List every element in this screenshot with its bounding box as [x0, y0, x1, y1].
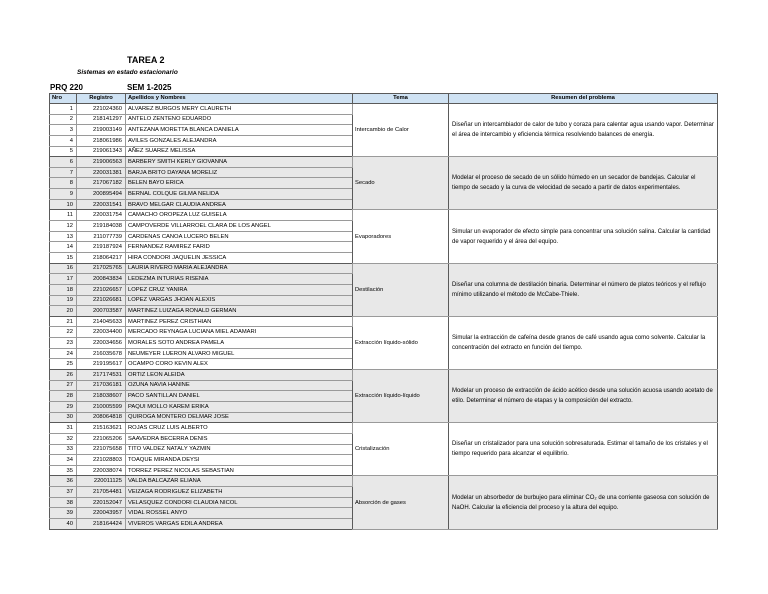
cell-nombre: TITO VALDEZ NATALY YAZMIN: [126, 444, 353, 455]
cell-nro: 2: [50, 114, 77, 125]
cell-nro: 25: [50, 359, 77, 370]
cell-nro: 18: [50, 284, 77, 295]
cell-registro: 219187924: [77, 242, 126, 253]
cell-nombre: CAMPOVERDE VILLARROEL CLARA DE LOS ANGEL: [126, 221, 353, 232]
cell-nro: 38: [50, 497, 77, 508]
cell-nombre: CAMACHO OROPEZA LUZ GUISELA: [126, 210, 353, 221]
cell-nro: 7: [50, 167, 77, 178]
cell-nro: 39: [50, 508, 77, 519]
cell-nombre: LOPEZ VARGAS JHOAN ALEXIS: [126, 295, 353, 306]
page-title: TAREA 2: [127, 55, 165, 65]
cell-registro: 220034400: [77, 327, 126, 338]
cell-nro: 28: [50, 391, 77, 402]
cell-nro: 17: [50, 274, 77, 285]
cell-nombre: ANTELO ZENTENO EDUARDO: [126, 114, 353, 125]
cell-nro: 3: [50, 125, 77, 136]
cell-nro: 33: [50, 444, 77, 455]
cell-registro: 220031754: [77, 210, 126, 221]
cell-nro: 20: [50, 306, 77, 317]
cell-nro: 8: [50, 178, 77, 189]
cell-nro: 12: [50, 221, 77, 232]
cell-registro: 200703587: [77, 306, 126, 317]
cell-registro: 218038607: [77, 391, 126, 402]
cell-nombre: VIDAL ROSSEL ANYO: [126, 508, 353, 519]
cell-tema: Evaporadores: [353, 210, 449, 263]
cell-nombre: MORALES SOTO ANDREA PAMELA: [126, 338, 353, 349]
cell-registro: 218061986: [77, 135, 126, 146]
cell-registro: 217054481: [77, 487, 126, 498]
assignment-table: [49, 93, 718, 530]
cell-nombre: QUIROGA MONTERO DELMAR JOSE: [126, 412, 353, 423]
cell-nro: 4: [50, 135, 77, 146]
cell-registro: 216035678: [77, 348, 126, 359]
cell-registro: 221065206: [77, 433, 126, 444]
cell-tema: Extracción líquido-líquido: [353, 370, 449, 423]
cell-resumen: Diseñar una columna de destilación binaria. Determinar el número de platos teóricos y el reflujo mínimo utilizando el método de McCabe-Thiele.: [449, 263, 718, 316]
table-header-row: [50, 94, 718, 104]
table-row: [50, 476, 718, 487]
cell-registro: 219006563: [77, 157, 126, 168]
cell-nombre: OCAMPO CORO KEVIN ALEX: [126, 359, 353, 370]
cell-registro: 200843834: [77, 274, 126, 285]
cell-registro: 215163621: [77, 423, 126, 434]
cell-nombre: MERCADO REYNAGA LUCIANA MIEL ADAMARI: [126, 327, 353, 338]
cell-registro: 220011125: [77, 476, 126, 487]
cell-nombre: LAURIA RIVERO MARIA ALEJANDRA: [126, 263, 353, 274]
cell-nro: 19: [50, 295, 77, 306]
cell-nombre: TORREZ PEREZ NICOLAS SEBASTIAN: [126, 465, 353, 476]
cell-nombre: NEUMEYER LUERON ALVARO MIGUEL: [126, 348, 353, 359]
cell-registro: 210005599: [77, 401, 126, 412]
cell-registro: 208064818: [77, 412, 126, 423]
cell-tema: Secado: [353, 157, 449, 210]
cell-nombre: TOAQUE MIRANDA DEYSI: [126, 455, 353, 466]
cell-registro: 220031381: [77, 167, 126, 178]
table-row: [50, 210, 718, 221]
table-row: [50, 423, 718, 434]
cell-registro: 217067182: [77, 178, 126, 189]
cell-nombre: VIVEROS VARGAS EDILA ANDREA: [126, 518, 353, 529]
cell-nro: 11: [50, 210, 77, 221]
cell-nro: 14: [50, 242, 77, 253]
column-header-tema: Tema: [353, 94, 449, 104]
cell-registro: 221024360: [77, 104, 126, 115]
cell-tema: Extracción líquido-sólido: [353, 316, 449, 369]
cell-registro: 217174531: [77, 370, 126, 381]
cell-registro: 221026657: [77, 284, 126, 295]
cell-nombre: BARJA BRITO DAYANA MORELIZ: [126, 167, 353, 178]
cell-nombre: ANTEZANA MORETTA BLANCA DANIELA: [126, 125, 353, 136]
cell-registro: 219195617: [77, 359, 126, 370]
cell-nro: 27: [50, 380, 77, 391]
page-subtitle: Sistemas en estado estacionario: [77, 69, 178, 76]
cell-tema: Destilación: [353, 263, 449, 316]
cell-nombre: LOPEZ CRUZ YANIRA: [126, 284, 353, 295]
cell-nombre: VALDA BALCAZAR ELIANA: [126, 476, 353, 487]
column-header-resumen: Resumen del problema: [449, 94, 718, 104]
cell-resumen: Simular la extracción de cafeína desde granos de café usando agua como solvente. Calcular la concentración del extracto en función del tiempo.: [449, 316, 718, 369]
cell-registro: 211077739: [77, 231, 126, 242]
cell-nombre: BRAVO MELGAR CLAUDIA ANDREA: [126, 199, 353, 210]
cell-nro: 6: [50, 157, 77, 168]
cell-tema: Absorción de gases: [353, 476, 449, 529]
cell-nro: 36: [50, 476, 77, 487]
cell-resumen: Diseñar un cristalizador para una solución sobresaturada. Estimar el tamaño de los cristales y el tiempo requerido para alcanzar el equilibrio.: [449, 423, 718, 476]
cell-nombre: VELASQUEZ CONDORI CLAUDIA NICOL: [126, 497, 353, 508]
cell-nombre: PACO SANTILLAN DANIEL: [126, 391, 353, 402]
cell-nro: 13: [50, 231, 77, 242]
cell-registro: 220043957: [77, 508, 126, 519]
cell-nombre: LEDEZMA INTURIAS RISENIA: [126, 274, 353, 285]
cell-registro: 219003149: [77, 125, 126, 136]
cell-registro: 218064217: [77, 252, 126, 263]
cell-nro: 32: [50, 433, 77, 444]
cell-resumen: Modelar un absorbedor de burbujeo para eliminar CO₂ de una corriente gaseosa con solución de NaOH. Calcular la eficiencia del proceso y la altura del equipo.: [449, 476, 718, 529]
column-header-nombres: Apellidos y Nombres: [126, 94, 353, 104]
cell-tema: Cristalización: [353, 423, 449, 476]
cell-nro: 24: [50, 348, 77, 359]
cell-nombre: ROJAS CRUZ LUIS ALBERTO: [126, 423, 353, 434]
cell-nombre: BERNAL COLQUE GILMA NELIDA: [126, 189, 353, 200]
cell-nro: 22: [50, 327, 77, 338]
cell-nombre: MARTINEZ PEREZ CRISTHIAN: [126, 316, 353, 327]
cell-nro: 1: [50, 104, 77, 115]
cell-registro: 218164424: [77, 518, 126, 529]
semester-label: SEM 1-2025: [127, 83, 172, 92]
cell-nro: 21: [50, 316, 77, 327]
cell-nombre: AVILES GONZALES ALEJANDRA: [126, 135, 353, 146]
cell-nro: 15: [50, 252, 77, 263]
cell-nombre: HIRA CONDORI JAQUELIN JESSICA: [126, 252, 353, 263]
cell-registro: 218141297: [77, 114, 126, 125]
cell-resumen: Modelar el proceso de secado de un sólido húmedo en un secador de bandejas. Calcular el tiempo de secado y la curva de velocidad de secado a partir de datos experimentales.: [449, 157, 718, 210]
cell-registro: 219061343: [77, 146, 126, 157]
cell-registro: 221075658: [77, 444, 126, 455]
cell-nombre: BELEN BAYO ERICA: [126, 178, 353, 189]
cell-tema: Intercambio de Calor: [353, 104, 449, 157]
cell-registro: 220152047: [77, 497, 126, 508]
course-code: PRQ 220: [50, 83, 83, 92]
cell-nro: 16: [50, 263, 77, 274]
cell-nro: 31: [50, 423, 77, 434]
cell-nombre: BARBERY SMITH KERLY GIOVANNA: [126, 157, 353, 168]
cell-resumen: Modelar un proceso de extracción de ácido acético desde una solución acuosa usando acetato de etilo. Determinar el número de etapas y la composición del extracto.: [449, 370, 718, 423]
cell-registro: 221026681: [77, 295, 126, 306]
cell-registro: 217025765: [77, 263, 126, 274]
cell-nro: 35: [50, 465, 77, 476]
table-row: [50, 370, 718, 381]
cell-resumen: Simular un evaporador de efecto simple para concentrar una solución salina. Calcular la cantidad de vapor requerido y el área del equipo.: [449, 210, 718, 263]
cell-nombre: VEIZAGA RODRIGUEZ ELIZABETH: [126, 487, 353, 498]
cell-registro: 219184038: [77, 221, 126, 232]
cell-nombre: FERNANDEZ RAMIREZ FARID: [126, 242, 353, 253]
cell-resumen: Diseñar un intercambiador de calor de tubo y coraza para calentar agua usando vapor. Determinar el área de intercambio y eficiencia térmica resolviendo balances de energía.: [449, 104, 718, 157]
cell-nombre: MARTINEZ LUIZAGA RONALD GERMAN: [126, 306, 353, 317]
cell-nombre: ORTIZ LEON ALEIDA: [126, 370, 353, 381]
cell-registro: 221028803: [77, 455, 126, 466]
cell-registro: 200895494: [77, 189, 126, 200]
table-row: [50, 157, 718, 168]
cell-registro: 214045633: [77, 316, 126, 327]
table-row: [50, 316, 718, 327]
table-row: [50, 263, 718, 274]
cell-nombre: PAQUI MOLLO KAREM ERIKA: [126, 401, 353, 412]
cell-nro: 5: [50, 146, 77, 157]
column-header-registro: Registro: [77, 94, 126, 104]
cell-nro: 26: [50, 370, 77, 381]
cell-registro: 217036181: [77, 380, 126, 391]
cell-nombre: ALVAREZ BURGOS MERY CLAURETH: [126, 104, 353, 115]
cell-nro: 37: [50, 487, 77, 498]
cell-nro: 34: [50, 455, 77, 466]
cell-nombre: SAAVEDRA BECERRA DENIS: [126, 433, 353, 444]
cell-nro: 23: [50, 338, 77, 349]
cell-registro: 220031541: [77, 199, 126, 210]
cell-registro: 220034656: [77, 338, 126, 349]
cell-nro: 40: [50, 518, 77, 529]
column-header-nro: Nro: [50, 94, 77, 104]
cell-nombre: AÑEZ SUAREZ MELISSA: [126, 146, 353, 157]
cell-nro: 30: [50, 412, 77, 423]
cell-nro: 10: [50, 199, 77, 210]
cell-nro: 29: [50, 401, 77, 412]
cell-nombre: CARDENAS CANOA LUCERO BELEN: [126, 231, 353, 242]
table-row: [50, 104, 718, 115]
cell-nro: 9: [50, 189, 77, 200]
cell-nombre: OZUNA NAVIA HANINE: [126, 380, 353, 391]
cell-registro: 220038074: [77, 465, 126, 476]
